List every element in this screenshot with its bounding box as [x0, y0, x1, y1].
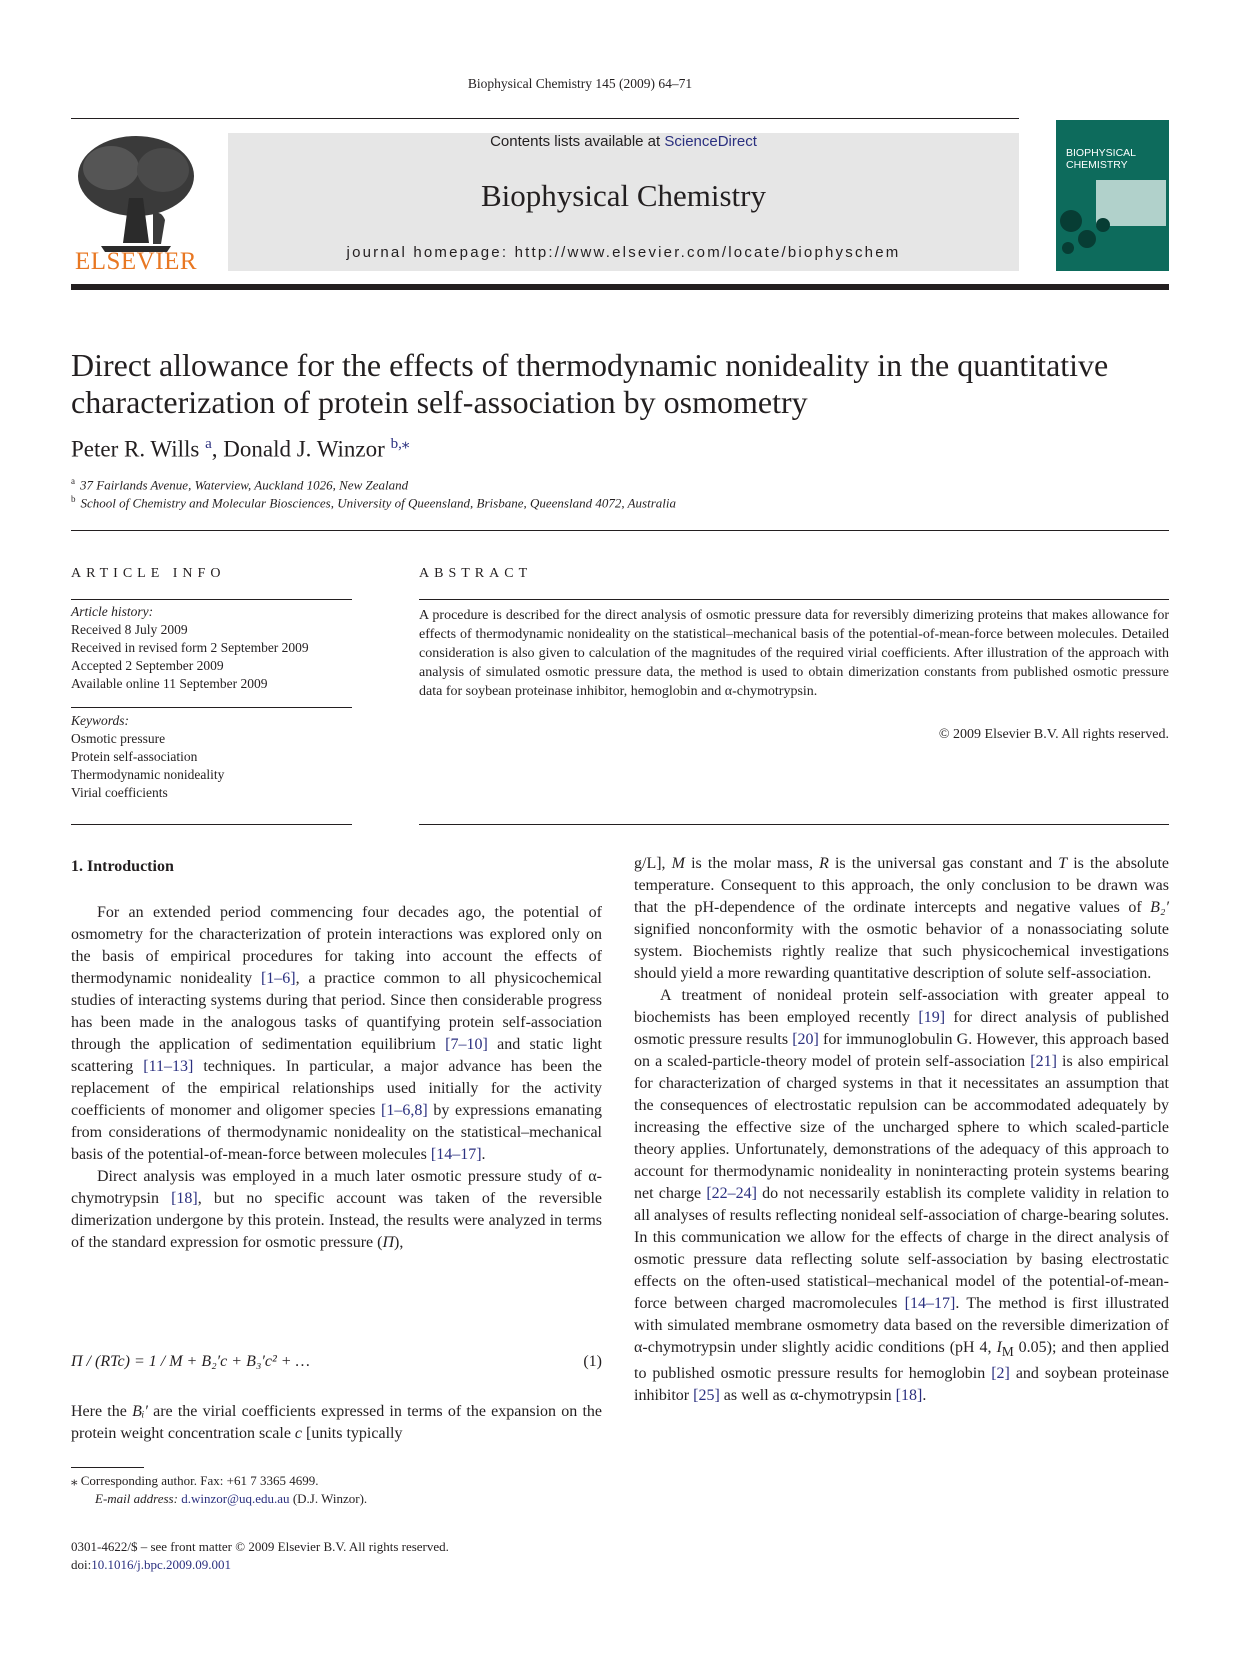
divider: [419, 824, 1169, 825]
intro-body: [71, 902, 602, 1254]
history-accepted: Accepted 2 September 2009: [71, 658, 224, 673]
affiliation-marker: b: [71, 494, 76, 504]
citation-link[interactable]: [1–6]: [260, 970, 296, 987]
affiliation-b: [71, 494, 676, 511]
masthead-bottom-rule: [71, 284, 1169, 290]
footnote-email: E-mail address: d.winzor@uq.edu.au (D.J. Winzor).: [95, 1491, 368, 1506]
author-name: Peter R. Wills: [71, 436, 200, 462]
paragraph: Direct analysis was employed in a much later osmotic pressure study of α-chymotrypsin [18], but no specific account was taken of the reversible dimerization undergone by this protein. Instead, the results were analyzed in terms of the standard expression for osmotic pressure (Π),: [71, 1168, 602, 1251]
divider: [71, 599, 352, 600]
paragraph: g/L], M is the molar mass, R is the universal gas constant and T is the absolute temperature. Consequent to this approach, the only conclusion to be drawn was that the pH-dependence of the ordinate intercepts and negative values of B₂′ signified nonconformity with the osmotic behavior of a nonassociating solute system. Biochemists rightly realize that such physicochemical investigations should yield a more rewarding quantitative description of solute self-association.: [634, 855, 1169, 982]
citation-link[interactable]: [2]: [991, 1365, 1010, 1383]
journal-homepage[interactable]: journal homepage: http://www.elsevier.com/locate/biophyschem: [346, 244, 901, 261]
affiliation-a: [71, 476, 408, 493]
history-revised: Received in revised form 2 September 2009: [71, 640, 309, 655]
citation-link[interactable]: [14–17]: [430, 1146, 482, 1163]
author-affil-link[interactable]: a: [205, 436, 212, 452]
publisher-wordmark: ELSEVIER: [74, 248, 198, 275]
doi-line: doi:10.1016/j.bpc.2009.09.001: [71, 1557, 231, 1572]
keywords: [71, 712, 224, 802]
equation: Π / (RTc) = 1 / M + B₂′c + B₃′c² + …: [71, 1353, 310, 1370]
paragraph: Here the Bᵢ′ are the virial coefficients expressed in terms of the expansion on the protein weight concentration scale c [units typically: [71, 1403, 602, 1442]
cover-title-line1: BIOPHYSICAL: [1066, 147, 1137, 159]
article-title-line1: Direct allowance for the effects of thermodynamic nonideality in the quantitative: [71, 347, 1109, 383]
keyword-item: Osmotic pressure: [71, 731, 166, 746]
divider: [71, 824, 352, 825]
footnote-star-icon: ⁎: [71, 1473, 78, 1488]
citation-link[interactable]: [21]: [1030, 1053, 1057, 1070]
footnote-corresponding: ⁎ Corresponding author. Fax: +61 7 3365 4699.: [71, 1473, 319, 1488]
contents-prefix: Contents lists available at: [490, 133, 665, 150]
keywords-label: Keywords:: [71, 713, 129, 728]
citation-link[interactable]: [20]: [792, 1031, 819, 1048]
affiliation-text: School of Chemistry and Molecular Biosciences, University of Queensland, Brisbane, Queensland 4072, Australia: [80, 495, 677, 511]
author-list: Peter R. Wills $^a$, Donald J. Winzor $^{b,⁎}$: [71, 436, 410, 462]
cover-sphere-icon: [1096, 218, 1110, 232]
citation-link[interactable]: [18]: [171, 1190, 198, 1207]
citation-link[interactable]: [14–17]: [904, 1295, 956, 1312]
divider: [71, 707, 352, 708]
paragraph: For an extended period commencing four decades ago, the potential of osmometry for the characterization of protein interactions was explored only on the basis of empirical procedures for taking into account the effects of thermodynamic nonideality [1–6], a practice common to all physicochemical studies of interacting systems during that period. Since then considerable progress has been made in the analogous tasks of quantifying protein self-association through the application of sedimentation equilibrium [7–10] and static light scattering [11–13] techniques. In particular, a major advance has been the replacement of the empirical relationships used initially for the activity coefficients of monomer and oligomer species [1–6,8] by expressions emanating from considerations of thermodynamic nonideality on the statistical–mechanical basis of the potential-of-mean-force between molecules [14–17].: [71, 904, 603, 1163]
cover-sphere-icon: [1062, 242, 1074, 254]
cover-title: [1066, 147, 1136, 171]
divider: [71, 530, 1169, 531]
author-name: Donald J. Winzor: [223, 436, 385, 462]
divider: [419, 599, 1169, 600]
footnote-rule: [71, 1467, 144, 1468]
affiliation-marker: a: [71, 476, 75, 486]
citation-link[interactable]: [19]: [918, 1009, 946, 1026]
article-title-line2: characterization of protein self-association by osmometry: [71, 384, 808, 420]
history-online: Available online 11 September 2009: [71, 676, 268, 691]
abstract-text: A procedure is described for the direct analysis of osmotic pressure data for reversibly dimerizing proteins that makes allowance for effects of thermodynamic nonideality on the statistical–mechanical basis of the potential-of-mean-force between molecules. Detailed consideration is also given to calculation of the magnitudes of the required virial coefficients. After illustration of the approach with analysis of simulated osmotic pressure data, the method is used to obtain dimerization constants from published osmotic pressure data for soybean proteinase inhibitor, hemoglobin and α-chymotrypsin.: [419, 608, 1169, 699]
journal-cover-image: [1056, 120, 1169, 271]
issn-line: 0301-4622/$ – see front matter © 2009 Elsevier B.V. All rights reserved.: [71, 1539, 449, 1554]
keyword-item: Virial coefficients: [71, 785, 168, 800]
section-heading: 1. Introduction: [71, 858, 174, 875]
doi-link[interactable]: 10.1016/j.bpc.2009.09.001: [91, 1557, 231, 1572]
article-title: [71, 347, 1169, 421]
citation-link[interactable]: [18]: [895, 1387, 923, 1405]
citation-link[interactable]: [22–24]: [706, 1185, 757, 1202]
history-received: Received 8 July 2009: [71, 622, 188, 637]
citation-link[interactable]: [25]: [693, 1387, 720, 1405]
masthead-top-rule: [71, 118, 1019, 119]
cover-title-line2: CHEMISTRY: [1066, 159, 1128, 171]
citation-link[interactable]: [1–6,8]: [381, 1102, 428, 1119]
email-link[interactable]: d.winzor@uq.edu.au: [181, 1491, 290, 1506]
intro-body-cont: [71, 1401, 602, 1445]
cover-sphere-icon: [1060, 210, 1082, 232]
article-history: [71, 603, 309, 693]
right-column-body: [634, 853, 1169, 1407]
keyword-item: Protein self-association: [71, 749, 198, 764]
journal-title: Biophysical Chemistry: [480, 178, 766, 213]
article-info-heading: ARTICLE INFO: [71, 566, 226, 581]
abstract-copyright: © 2009 Elsevier B.V. All rights reserved.: [938, 727, 1169, 742]
front-matter: [71, 1538, 449, 1574]
history-label: Article history:: [71, 604, 154, 619]
contents-line: [228, 133, 1019, 150]
citation-link[interactable]: [7–10]: [445, 1036, 488, 1053]
corresponding-star-icon: ⁎: [401, 436, 410, 452]
keyword-item: Thermodynamic nonideality: [71, 767, 225, 782]
cover-sphere-icon: [1078, 230, 1096, 248]
equation-number: (1): [583, 1353, 602, 1370]
sciencedirect-link[interactable]: ScienceDirect: [664, 133, 757, 150]
citation-link[interactable]: [11–13]: [143, 1058, 194, 1075]
paragraph: A treatment of nonideal protein self-association with greater appeal to biochemists has been employed recently [19] for direct analysis of published osmotic pressure results [20] for immunoglobulin G. However, this approach based on a scaled-particle-theory model of protein self-association [21] is also empirical for characterization of charged systems in that it necessitates an assumption that the consequences of electrostatic repulsion can be accommodated adequately by increasing the effective size of the uncharged sphere to which scaled-particle theory applies. Unfortunately, demonstrations of the adequacy of this approach to account for thermodynamic nonideality in noninteracting protein systems bearing net charge [22–24] do not necessarily establish its complete validity in relation to all analyses of results reflecting nonideal self-association of charge-bearing solutes. In this communication we allow for the effects of charge in the direct analysis of osmotic pressure data reflecting solute self-association by basing electrostatic effects on the often-used statistical–mechanical model of the potential-of-mean-force between charged macromolecules [14–17]. The method is first illustrated with simulated membrane osmometry data based on the reversible dimerization of α-chymotrypsin under slightly acidic conditions (pH 4, $I_M$ 0.05); and then applied to published osmotic pressure results for hemoglobin [2] and soybean proteinase inhibitor [25] as well as α-chymotrypsin [18].: [634, 987, 1170, 1405]
affiliation-text: 37 Fairlands Avenue, Waterview, Auckland 1026, New Zealand: [80, 477, 409, 493]
author-affil-link[interactable]: b,⁎: [390, 436, 410, 452]
running-head: Biophysical Chemistry 145 (2009) 64–71: [467, 76, 693, 91]
abstract-heading: ABSTRACT: [419, 566, 533, 581]
